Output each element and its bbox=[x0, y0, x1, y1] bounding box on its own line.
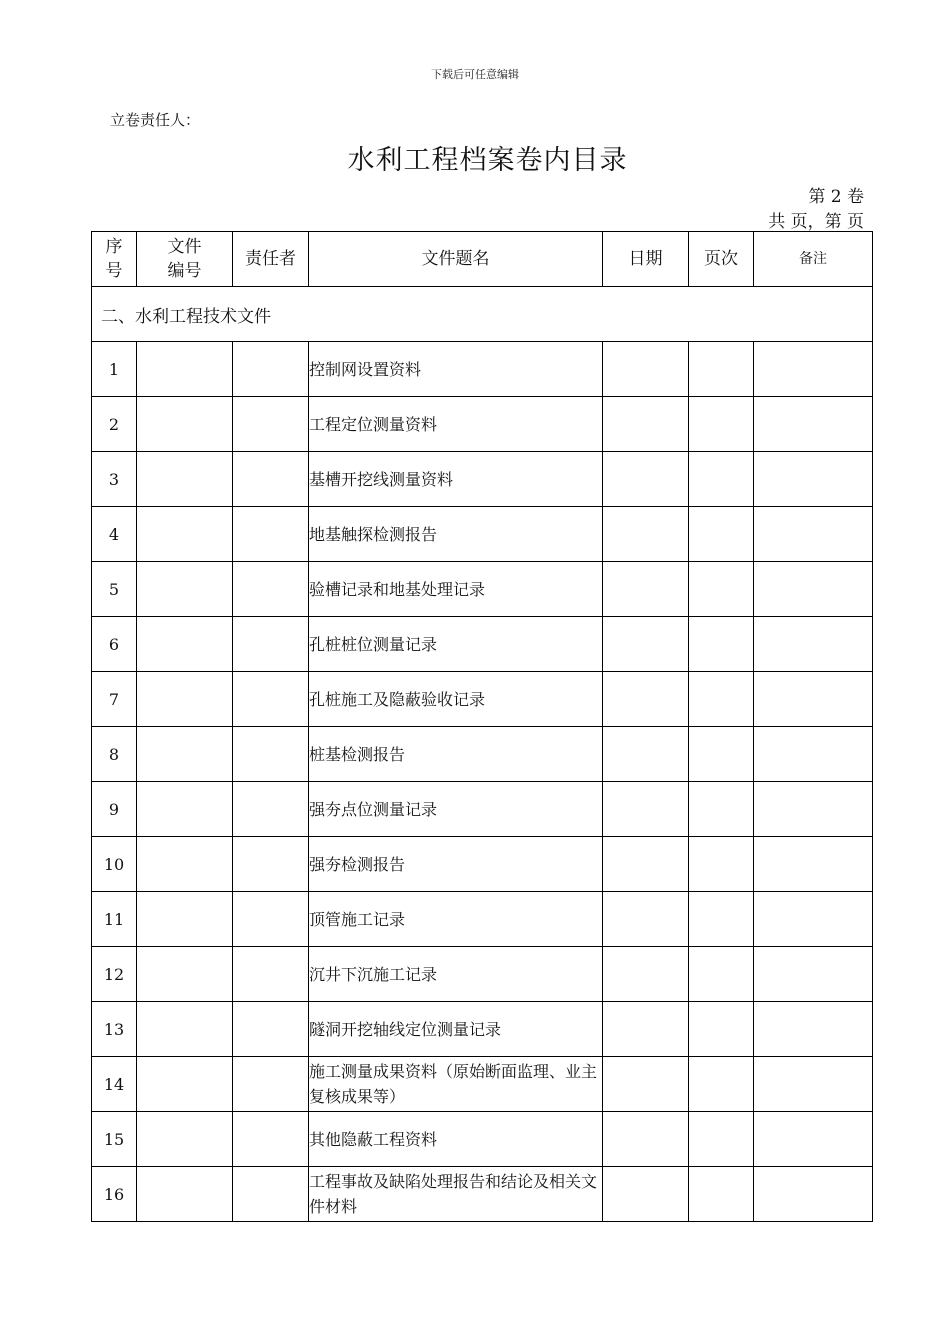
row-file-no bbox=[137, 1112, 233, 1167]
catalog-table bbox=[91, 231, 873, 1222]
row-file-title: 基槽开挖线测量资料 bbox=[309, 452, 603, 507]
row-file-no bbox=[137, 892, 233, 947]
row-file-title: 孔桩施工及隐蔽验收记录 bbox=[309, 672, 603, 727]
row-pages bbox=[689, 397, 754, 452]
table-row bbox=[92, 892, 873, 947]
row-number: 3 bbox=[92, 452, 137, 507]
row-number: 5 bbox=[92, 562, 137, 617]
row-remarks bbox=[754, 507, 873, 562]
row-file-title: 工程定位测量资料 bbox=[309, 397, 603, 452]
row-file-no bbox=[137, 1002, 233, 1057]
row-pages bbox=[689, 672, 754, 727]
row-remarks bbox=[754, 1112, 873, 1167]
table-row bbox=[92, 1002, 873, 1057]
header-note: 下载后可任意编辑 bbox=[431, 68, 519, 81]
row-pages bbox=[689, 342, 754, 397]
table-row bbox=[92, 837, 873, 892]
row-responsible bbox=[233, 397, 309, 452]
row-responsible bbox=[233, 1112, 309, 1167]
page-count: 共 页，第 页 bbox=[768, 212, 864, 232]
row-responsible bbox=[233, 1002, 309, 1057]
header-file-title: 文件题名 bbox=[309, 232, 603, 287]
row-file-no bbox=[137, 562, 233, 617]
row-date bbox=[603, 1057, 689, 1112]
table-row bbox=[92, 727, 873, 782]
section-title: 二、水利工程技术文件 bbox=[92, 287, 873, 342]
row-file-no bbox=[137, 397, 233, 452]
row-file-title: 沉井下沉施工记录 bbox=[309, 947, 603, 1002]
row-responsible bbox=[233, 1057, 309, 1112]
row-number: 14 bbox=[92, 1057, 137, 1112]
row-remarks bbox=[754, 452, 873, 507]
row-number: 12 bbox=[92, 947, 137, 1002]
row-date bbox=[603, 892, 689, 947]
row-date bbox=[603, 1112, 689, 1167]
row-file-title: 控制网设置资料 bbox=[309, 342, 603, 397]
row-file-no bbox=[137, 672, 233, 727]
row-file-no bbox=[137, 617, 233, 672]
row-file-title: 强夯检测报告 bbox=[309, 837, 603, 892]
row-pages bbox=[689, 837, 754, 892]
row-file-title: 桩基检测报告 bbox=[309, 727, 603, 782]
row-date bbox=[603, 397, 689, 452]
section-row bbox=[92, 287, 873, 342]
row-date bbox=[603, 507, 689, 562]
row-file-no bbox=[137, 727, 233, 782]
row-number: 16 bbox=[92, 1167, 137, 1222]
table-row bbox=[92, 617, 873, 672]
row-file-no bbox=[137, 1167, 233, 1222]
table-row bbox=[92, 672, 873, 727]
responsible-person-label: 立卷责任人： bbox=[110, 111, 201, 129]
row-file-no bbox=[137, 507, 233, 562]
row-responsible bbox=[233, 562, 309, 617]
row-responsible bbox=[233, 782, 309, 837]
row-file-title: 强夯点位测量记录 bbox=[309, 782, 603, 837]
table-row bbox=[92, 1167, 873, 1222]
row-responsible bbox=[233, 1167, 309, 1222]
header-file-no-line2: 编号 bbox=[167, 261, 202, 281]
row-file-no bbox=[137, 342, 233, 397]
row-remarks bbox=[754, 397, 873, 452]
row-date bbox=[603, 837, 689, 892]
row-remarks bbox=[754, 562, 873, 617]
row-remarks bbox=[754, 892, 873, 947]
header-file-no-line1: 文件 bbox=[167, 237, 202, 257]
row-date bbox=[603, 342, 689, 397]
row-remarks bbox=[754, 782, 873, 837]
row-pages bbox=[689, 727, 754, 782]
row-file-no bbox=[137, 782, 233, 837]
row-pages bbox=[689, 617, 754, 672]
row-pages bbox=[689, 947, 754, 1002]
header-file-no bbox=[137, 232, 233, 287]
row-file-no bbox=[137, 1057, 233, 1112]
row-pages bbox=[689, 1057, 754, 1112]
row-file-title: 孔桩桩位测量记录 bbox=[309, 617, 603, 672]
row-number: 11 bbox=[92, 892, 137, 947]
row-date bbox=[603, 727, 689, 782]
row-responsible bbox=[233, 452, 309, 507]
row-remarks bbox=[754, 837, 873, 892]
row-remarks bbox=[754, 1002, 873, 1057]
row-number: 7 bbox=[92, 672, 137, 727]
row-date bbox=[603, 782, 689, 837]
volume-number: 第 2 卷 bbox=[808, 187, 864, 207]
row-remarks bbox=[754, 672, 873, 727]
row-pages bbox=[689, 507, 754, 562]
row-pages bbox=[689, 562, 754, 617]
row-remarks bbox=[754, 342, 873, 397]
table-row bbox=[92, 782, 873, 837]
table-row bbox=[92, 1112, 873, 1167]
row-responsible bbox=[233, 837, 309, 892]
row-pages bbox=[689, 782, 754, 837]
row-file-title: 施工测量成果资料（原始断面监理、业主复核成果等） bbox=[309, 1057, 603, 1112]
row-file-title: 验槽记录和地基处理记录 bbox=[309, 562, 603, 617]
header-responsible: 责任者 bbox=[233, 232, 309, 287]
row-pages bbox=[689, 1002, 754, 1057]
row-remarks bbox=[754, 1167, 873, 1222]
row-number: 2 bbox=[92, 397, 137, 452]
row-file-no bbox=[137, 452, 233, 507]
row-responsible bbox=[233, 617, 309, 672]
table-row bbox=[92, 947, 873, 1002]
header-pages: 页次 bbox=[689, 232, 754, 287]
row-number: 9 bbox=[92, 782, 137, 837]
row-responsible bbox=[233, 342, 309, 397]
table-row bbox=[92, 562, 873, 617]
row-pages bbox=[689, 1112, 754, 1167]
row-pages bbox=[689, 892, 754, 947]
row-remarks bbox=[754, 1057, 873, 1112]
row-file-no bbox=[137, 837, 233, 892]
row-number: 4 bbox=[92, 507, 137, 562]
row-file-no bbox=[137, 947, 233, 1002]
row-file-title: 工程事故及缺陷处理报告和结论及相关文件材料 bbox=[309, 1167, 603, 1222]
row-date bbox=[603, 617, 689, 672]
row-file-title: 顶管施工记录 bbox=[309, 892, 603, 947]
row-responsible bbox=[233, 672, 309, 727]
row-date bbox=[603, 1167, 689, 1222]
header-seq bbox=[92, 232, 137, 287]
row-file-title: 隧洞开挖轴线定位测量记录 bbox=[309, 1002, 603, 1057]
table-row bbox=[92, 507, 873, 562]
row-responsible bbox=[233, 727, 309, 782]
row-date bbox=[603, 1002, 689, 1057]
row-number: 13 bbox=[92, 1002, 137, 1057]
row-date bbox=[603, 562, 689, 617]
row-date bbox=[603, 947, 689, 1002]
header-seq-line2: 号 bbox=[105, 261, 123, 281]
table-row bbox=[92, 342, 873, 397]
table-row bbox=[92, 397, 873, 452]
header-remarks: 备注 bbox=[754, 232, 873, 287]
row-responsible bbox=[233, 947, 309, 1002]
row-responsible bbox=[233, 892, 309, 947]
row-remarks bbox=[754, 617, 873, 672]
header-date: 日期 bbox=[603, 232, 689, 287]
row-date bbox=[603, 672, 689, 727]
header-row bbox=[92, 232, 873, 287]
row-number: 15 bbox=[92, 1112, 137, 1167]
row-remarks bbox=[754, 947, 873, 1002]
row-number: 8 bbox=[92, 727, 137, 782]
row-number: 6 bbox=[92, 617, 137, 672]
row-number: 1 bbox=[92, 342, 137, 397]
row-remarks bbox=[754, 727, 873, 782]
row-file-title: 其他隐蔽工程资料 bbox=[309, 1112, 603, 1167]
table-row bbox=[92, 1057, 873, 1112]
row-date bbox=[603, 452, 689, 507]
row-pages bbox=[689, 1167, 754, 1222]
row-number: 10 bbox=[92, 837, 137, 892]
header-seq-line1: 序 bbox=[105, 237, 123, 257]
row-file-title: 地基触探检测报告 bbox=[309, 507, 603, 562]
row-responsible bbox=[233, 507, 309, 562]
page-title: 水利工程档案卷内目录 bbox=[347, 145, 628, 176]
row-pages bbox=[689, 452, 754, 507]
table-row bbox=[92, 452, 873, 507]
